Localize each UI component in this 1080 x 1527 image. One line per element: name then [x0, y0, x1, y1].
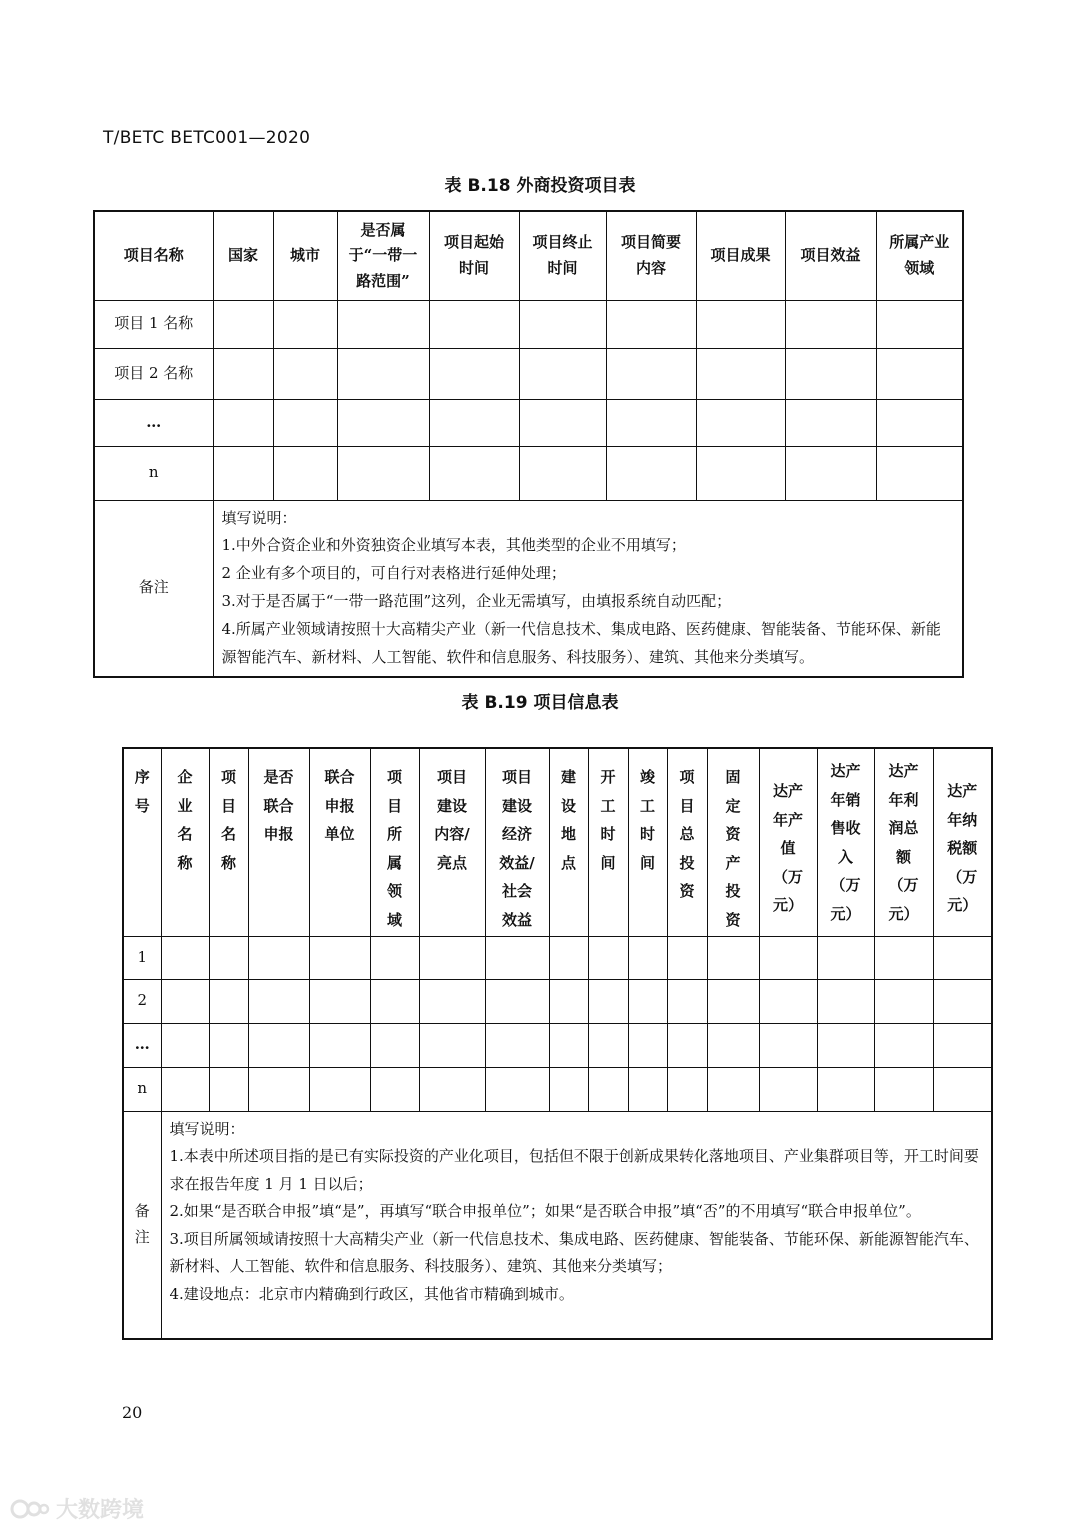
header-cell: 联合申报单位: [309, 748, 370, 936]
notes-row: [123, 1111, 992, 1339]
header-cell: 达产年纳税额（万元）: [933, 748, 992, 936]
note-line: 填写说明：: [221, 508, 297, 527]
header-cell: 竣工时间: [628, 748, 667, 936]
page-number: 20: [122, 1403, 143, 1422]
row-label: 项目 1 名称: [94, 300, 213, 348]
note-line: 2 企业有多个项目的，可自行对表格进行延伸处理；: [221, 564, 566, 583]
note-line: 4.建设地点：北京市内精确到行政区，其他省市精确到城市。: [169, 1285, 574, 1304]
notes-row: [94, 500, 963, 677]
header-cell: 城市: [273, 211, 337, 300]
table-row: [94, 348, 963, 399]
table-b19-caption: 表 B.19 项目信息表: [461, 693, 619, 713]
note-line: 1.本表中所述项目指的是已有实际投资的产业化项目，包括但不限于创新成果转化落地项目、产业集群项目等，开工时间要求在报告年度 1 月 1 日以后；: [169, 1147, 979, 1193]
header-cell: 达产年利润总额（万元）: [874, 748, 933, 936]
table-row: [94, 446, 963, 500]
table-row: [123, 1067, 992, 1111]
table-row: [123, 1023, 992, 1067]
header-cell: 项目成果: [696, 211, 785, 300]
header-cell: 企业名称: [161, 748, 209, 936]
header-cell: 所属产业领域: [876, 211, 963, 300]
header-cell: 序号: [123, 748, 161, 936]
header-cell: 达产年产值（万元）: [759, 748, 817, 936]
header-cell: 国家: [213, 211, 273, 300]
note-line: 3.项目所属领域请按照十大高精尖产业（新一代信息技术、集成电路、医药健康、智能装备、节能环保、新能源智能汽车、新材料、人工智能、软件和信息服务、科技服务）、建筑、其他来分类填写；: [169, 1229, 979, 1276]
table-row: [94, 399, 963, 446]
row-number: 2: [123, 979, 161, 1023]
header-cell: 开工时间: [588, 748, 628, 936]
table-row: [94, 300, 963, 348]
header-cell: 项目建设经济效益/社会效益: [485, 748, 549, 936]
project-info-table: [122, 747, 993, 1340]
table-b18-caption: 表 B.18 外商投资项目表: [444, 176, 636, 196]
note-line: 2.如果“是否联合申报”填“是”，再填写“联合申报单位”；如果“是否联合申报”填“否”的不用填写“联合申报单位”。: [169, 1202, 921, 1221]
table-row: [123, 936, 992, 979]
notes-content: [161, 1111, 992, 1339]
notes-label: 备注: [94, 500, 213, 677]
header-cell: 项目终止时间: [519, 211, 606, 300]
header-cell: 项目起始时间: [429, 211, 519, 300]
header-cell: 项目名称: [209, 748, 248, 936]
row-label: …: [94, 399, 213, 446]
header-cell: 项目建设内容/亮点: [419, 748, 485, 936]
row-label: 项目 2 名称: [94, 348, 213, 399]
header-cell: 达产年销售收入（万元）: [817, 748, 874, 936]
header-cell: 项目总投资: [667, 748, 707, 936]
header-cell: 项目效益: [785, 211, 876, 300]
watermark: [10, 1493, 144, 1524]
watermark-text: 大数跨境: [56, 1498, 145, 1523]
notes-label: 备注: [123, 1111, 161, 1339]
foreign-investment-table: [93, 210, 964, 678]
table-header-row: [123, 748, 992, 936]
row-number: …: [123, 1023, 161, 1067]
row-number: n: [123, 1067, 161, 1111]
table-row: [123, 979, 992, 1023]
table-header-row: [94, 211, 963, 300]
notes-content: [213, 500, 963, 677]
header-cell: 项目简要内容: [606, 211, 696, 300]
note-line: 1.中外合资企业和外资独资企业填写本表，其他类型的企业不用填写；: [221, 536, 686, 555]
header-cell: 是否属于“一带一路范围”: [337, 211, 429, 300]
header-cell: 是否联合申报: [248, 748, 309, 936]
header-cell: 项目名称: [94, 211, 213, 300]
note-line: 填写说明：: [169, 1119, 245, 1138]
row-label: n: [94, 446, 213, 500]
note-line: 4.所属产业领域请按照十大高精尖产业（新一代信息技术、集成电路、医药健康、智能装备、节能环保、新能源智能汽车、新材料、人工智能、软件和信息服务、科技服务）、建筑、其他来分类填写。: [221, 620, 941, 666]
row-number: 1: [123, 936, 161, 979]
header-cell: 项目所属领域: [370, 748, 419, 936]
header-cell: 建设地点: [549, 748, 588, 936]
document-code: T/BETC BETC001—2020: [103, 128, 311, 148]
note-line: 3.对于是否属于“一带一路范围”这列，企业无需填写，由填报系统自动匹配；: [221, 592, 732, 611]
logo-icon: [10, 1498, 50, 1520]
header-cell: 固定资产投资: [707, 748, 759, 936]
